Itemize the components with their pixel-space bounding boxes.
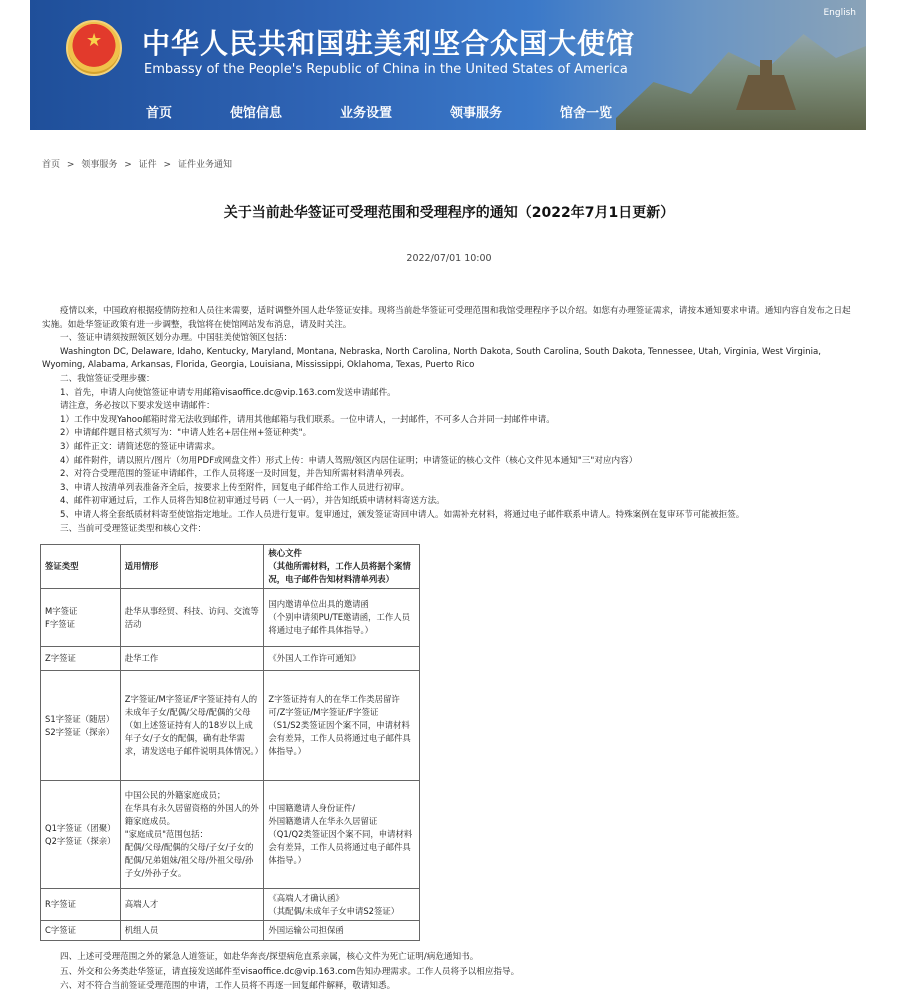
national-emblem-icon: ★ — [66, 20, 122, 76]
footer-notes — [42, 950, 858, 994]
step-1: 1、首先，申请人向使馆签证申请专用邮箱visaoffice.dc@vip.163.com发送申请邮件。 — [60, 387, 396, 398]
cell-applicable: 赴华从事经贸、科技、访问、交流等活动 — [120, 589, 264, 647]
nav-premises[interactable]: 馆舍一览 — [560, 106, 613, 121]
nav-embassy-info[interactable]: 使馆信息 — [230, 106, 283, 121]
cell-visa-type: C字签证 — [41, 921, 121, 941]
embassy-title-cn: 中华人民共和国驻美利坚合众国大使馆 — [142, 27, 636, 60]
step-2: 2、对符合受理范围的签证申请邮件，工作人员将逐一及时回复，并告知所需材料清单列表。 — [60, 469, 410, 480]
breadcrumb-consular[interactable]: 领事服务 — [81, 160, 118, 170]
step-3: 3、申请人按清单列表准备齐全后，按要求上传至附件，回复电子邮件给工作人员进行初审。 — [60, 482, 410, 493]
cell-visa-type: Q1字签证（团聚） Q2字签证（探亲） — [41, 781, 121, 889]
table-row — [41, 589, 420, 647]
header-core-docs: 核心文件 （其他所需材料，工作人员将据个案情况，电子邮件告知材料清单列表） — [264, 545, 420, 589]
cell-core-docs: 《外国人工作许可通知》 — [264, 647, 420, 671]
cell-core-docs: 《高端人才确认函》 （其配偶/未成年子女申请S2签证） — [264, 889, 420, 921]
nav-services[interactable]: 业务设置 — [340, 106, 393, 121]
cell-visa-type: R字签证 — [41, 889, 121, 921]
section-2-heading: 二、我馆签证受理步骤： — [60, 373, 155, 384]
note-6: 六、对不符合当前签证受理范围的申请，工作人员将不再逐一回复邮件解释，敬请知悉。 — [60, 981, 396, 991]
cell-core-docs: 中国籍邀请人身份证件/ 外国籍邀请人在华永久居留证 （Q1/Q2类签证因个案不同，申请材料会有差异，工作人员将通过电子邮件具体指导。） — [264, 781, 420, 889]
cell-core-docs: 外国运输公司担保函 — [264, 921, 420, 941]
publish-date: 2022/07/01 10:00 — [406, 253, 492, 264]
email-rule-3: 3）邮件正文：请简述您的签证申请需求。 — [60, 441, 221, 452]
nav-consular[interactable]: 领事服务 — [450, 106, 503, 121]
table-row — [41, 921, 420, 941]
cell-applicable: 中国公民的外籍家庭成员； 在华具有永久居留资格的外国人的外籍家庭成员。 "家庭成员"范围包括： 配偶/父母/配偶的父母/子女/子女的配偶/兄弟姐妹/祖父母/外祖父母/孙子女/外孙子女。 — [120, 781, 264, 889]
visa-types-table — [40, 544, 420, 941]
breadcrumb-separator: > — [124, 160, 132, 170]
breadcrumb-home[interactable]: 首页 — [42, 160, 61, 170]
table-row — [41, 781, 420, 889]
cell-applicable: 机组人员 — [120, 921, 264, 941]
table-row — [41, 647, 420, 671]
email-rule-1: 1）工作中发现Yahoo邮箱时常无法收到邮件，请用其他邮箱与我们联系。一位申请人，一封邮件，不可多人合并同一封邮件申请。 — [60, 414, 555, 425]
email-note: 请注意，务必按以下要求发送申请邮件： — [60, 401, 215, 412]
english-link[interactable]: English — [823, 8, 856, 18]
header-visa-type: 签证类型 — [41, 545, 121, 589]
article-body — [42, 305, 858, 536]
table-row — [41, 671, 420, 781]
breadcrumb-separator: > — [66, 160, 75, 170]
breadcrumb — [42, 157, 236, 170]
note-5: 五、外交和公务类赴华签证，请直接发送邮件至visaoffice.dc@vip.163.com告知办理需求。工作人员将予以相应指导。 — [60, 966, 520, 977]
breadcrumb-documents[interactable]: 证件 — [138, 160, 157, 170]
table-row — [41, 889, 420, 921]
cell-core-docs: 国内邀请单位出具的邀请函 （个别申请须PU/TE邀请函，工作人员将通过电子邮件具体指导。） — [264, 589, 420, 647]
cell-visa-type: M字签证 F字签证 — [41, 589, 121, 647]
page-title: 关于当前赴华签证可受理范围和受理程序的通知（2022年7月1日更新） — [223, 205, 675, 221]
consular-district-list: Washington DC, Delaware, Idaho, Kentucky, Maryland, Montana, Nebraska, North Carolina, North Dakota, South Carolina, South Dakota, Tennessee, Utah, Virginia, West Virginia, Wyoming, Alabama, Arkansas, Florida, Georgia, Louisiana, Mississippi, Oklahoma, Texas, Puerto Rico — [42, 346, 821, 371]
main-nav — [30, 96, 866, 124]
table-header-row — [41, 545, 420, 589]
header-banner — [30, 0, 866, 130]
cell-core-docs: Z字签证持有人的在华工作类居留许可/Z字签证/M字签证/F字签证 （S1/S2类签证因个案不同，申请材料会有差异，工作人员将通过电子邮件具体指导。） — [264, 671, 420, 781]
step-4: 4、邮件初审通过后，工作人员将告知8位初审通过号码（一人一码），并告知纸质申请材料寄送方法。 — [60, 496, 445, 507]
cell-applicable: Z字签证/M字签证/F字签证持有人的未成年子女/配偶/父母/配偶的父母 （如上述签证持有人的18岁以上成年子女/子女的配偶，确有赴华需求，请发送电子邮件说明具体情况。） — [120, 671, 264, 781]
nav-home[interactable]: 首页 — [146, 106, 173, 121]
cell-visa-type: S1字签证（随居） S2字签证（探亲） — [41, 671, 121, 781]
step-5: 5、申请人将全套纸质材料寄至使馆指定地址。工作人员进行复审。复审通过，颁发签证寄回申请人。如需补充材料，将通过电子邮件联系申请人。特殊案例在复审环节可能被拒签。 — [60, 509, 745, 520]
breadcrumb-separator: > — [163, 160, 172, 170]
cell-applicable: 高端人才 — [120, 889, 264, 921]
cell-applicable: 赴华工作 — [120, 647, 264, 671]
breadcrumb-notices[interactable]: 证件业务通知 — [177, 160, 232, 170]
section-1-heading: 一、签证申请须按照领区划分办理。中国驻美使馆领区包括： — [60, 333, 293, 344]
email-rule-4: 4）邮件附件，请以照片/图片（勿用PDF或网盘文件）形式上传：申请人驾照/领区内居住证明；申请签证的核心文件（核心文件见本通知"三"对应内容） — [60, 455, 638, 466]
section-3-heading: 三、当前可受理签证类型和核心文件： — [60, 523, 207, 534]
intro-paragraph: 疫情以来，中国政府根据疫情防控和人员往来需要，适时调整外国人赴华签证安排。现将当前赴华签证可受理范围和我馆受理程序予以介绍。如您有办理签证需求，请按本通知要求申请。通知内容自发布之日起实施。如赴华签证政策有进一步调整，我馆将在使馆网站发布消息，请及时关注。 — [42, 306, 851, 330]
header-applicable: 适用情形 — [120, 545, 264, 589]
embassy-title-en: Embassy of the People's Republic of China in the United States of America — [144, 62, 628, 77]
note-4: 四、上述可受理范围之外的紧急人道签证，如赴华奔丧/探望病危直系亲属，核心文件为死亡证明/病危通知书。 — [60, 952, 479, 962]
cell-visa-type: Z字签证 — [41, 647, 121, 671]
email-rule-2: 2）申请邮件题目格式须写为："申请人姓名+居住州+签证种类"。 — [60, 428, 312, 439]
